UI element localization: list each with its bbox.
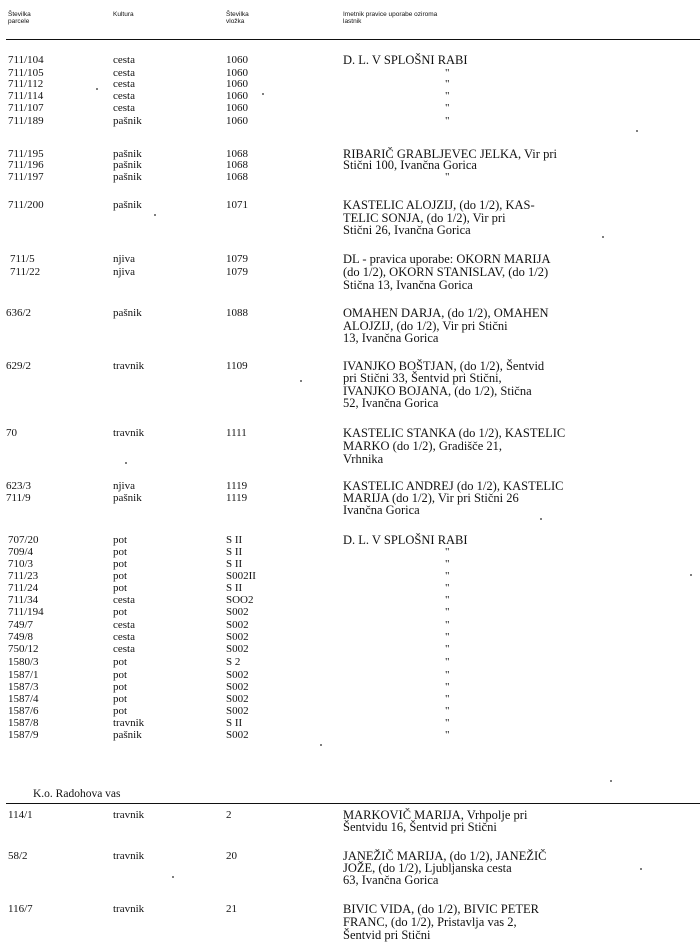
insert-number: 1068	[226, 159, 248, 171]
owner-text: "	[445, 570, 450, 582]
culture-type: pot	[113, 656, 128, 668]
owner-text: pri Stični 33, Šentvid pri Stični,	[343, 371, 502, 385]
culture-type: pašnik	[113, 148, 142, 160]
owner-text: IVANJKO BOŠTJAN, (do 1/2), Šentvid	[343, 359, 545, 373]
parcel-number: 711/194	[8, 606, 44, 618]
insert-number: 1060	[226, 90, 248, 102]
table-row	[0, 656, 700, 668]
table-row	[0, 717, 700, 729]
insert-number: S002	[226, 705, 249, 717]
table-row	[0, 307, 700, 319]
insert-number: 1079	[226, 253, 248, 265]
insert-number: S002	[226, 669, 249, 681]
insert-number: S002	[226, 681, 249, 693]
culture-type: pot	[113, 681, 128, 693]
parcel-number: 711/24	[8, 582, 39, 594]
owner-text: ALOJZIJ, (do 1/2), Vir pri Stični	[343, 319, 508, 333]
table-row	[0, 372, 700, 384]
insert-number: S II	[226, 558, 243, 570]
owner-text: FRANC, (do 1/2), Pristavlja vas 2,	[343, 915, 517, 929]
owner-text: MARKOVIČ MARIJA, Vrhpolje pri	[343, 808, 528, 822]
parcel-number: 116/7	[8, 903, 33, 915]
culture-type: njiva	[113, 253, 135, 265]
owner-text: "	[445, 90, 450, 102]
parcel-number: 711/22	[10, 266, 41, 278]
table-row	[0, 54, 700, 66]
insert-number: S002II	[226, 570, 256, 582]
owner-text: "	[445, 171, 450, 183]
scan-speck	[262, 93, 264, 95]
owner-text: "	[445, 669, 450, 681]
insert-number: 1068	[226, 148, 248, 160]
owner-text: "	[445, 78, 450, 90]
culture-type: pašnik	[113, 159, 142, 171]
owner-text: MARKO (do 1/2), Gradišče 21,	[343, 439, 503, 453]
scan-speck	[125, 462, 127, 464]
table-row	[0, 534, 700, 546]
owner-text: "	[445, 643, 450, 655]
owner-text: "	[445, 582, 450, 594]
table-row	[0, 224, 700, 236]
table-row	[0, 929, 700, 941]
culture-type: travnik	[113, 850, 145, 862]
table-row	[0, 821, 700, 833]
parcel-number: 629/2	[6, 360, 32, 372]
culture-type: cesta	[113, 78, 135, 90]
owner-text: Stična 13, Ivančna Gorica	[343, 278, 473, 292]
parcel-number: 707/20	[8, 534, 39, 546]
culture-type: cesta	[113, 594, 135, 606]
culture-type: pašnik	[113, 307, 142, 319]
insert-number: 1119	[226, 480, 248, 492]
parcel-number: 1587/1	[8, 669, 39, 681]
culture-type: travnik	[113, 809, 145, 821]
insert-number: SOO2	[226, 594, 254, 606]
scan-speck	[540, 518, 542, 520]
owner-text: "	[445, 67, 450, 79]
parcel-number: 1587/8	[8, 717, 39, 729]
culture-type: pot	[113, 558, 128, 570]
table-row	[0, 253, 700, 265]
scan-speck	[154, 214, 156, 216]
table-row	[0, 427, 700, 439]
owner-text: "	[445, 558, 450, 570]
table-row	[0, 643, 700, 655]
table-row	[0, 171, 700, 183]
table-row	[0, 504, 700, 516]
parcel-number: 114/1	[8, 809, 33, 821]
parcel-number: 749/7	[8, 619, 34, 631]
culture-type: pašnik	[113, 115, 142, 127]
insert-number: S II	[226, 534, 243, 546]
insert-number: 20	[226, 850, 237, 862]
owner-text: 13, Ivančna Gorica	[343, 331, 439, 345]
owner-text: D. L. V SPLOŠNI RABI	[343, 53, 468, 67]
owner-text: IVANJKO BOJANA, (do 1/2), Stična	[343, 384, 532, 398]
scan-speck	[320, 744, 322, 746]
table-row	[0, 903, 700, 915]
owner-text: DL - pravica uporabe: OKORN MARIJA	[343, 252, 551, 266]
parcel-number: 711/196	[8, 159, 44, 171]
culture-type: pot	[113, 534, 128, 546]
insert-number: S002	[226, 693, 249, 705]
header-owner: Imetnik pravice uporabe oziroma lastnik	[343, 11, 438, 25]
insert-number: S002	[226, 643, 249, 655]
culture-type: travnik	[113, 427, 145, 439]
table-row	[0, 102, 700, 114]
table-row	[0, 546, 700, 558]
owner-text: (do 1/2), OKORN STANISLAV, (do 1/2)	[343, 265, 549, 279]
culture-type: travnik	[113, 717, 145, 729]
scan-speck	[602, 236, 604, 238]
owner-text: OMAHEN DARJA, (do 1/2), OMAHEN	[343, 306, 549, 320]
owner-text: "	[445, 594, 450, 606]
owner-text: "	[445, 546, 450, 558]
insert-number: 1079	[226, 266, 248, 278]
header-parcel: Številka parcele	[8, 11, 31, 25]
culture-type: njiva	[113, 480, 135, 492]
table-row	[0, 669, 700, 681]
owner-text: "	[445, 705, 450, 717]
table-row	[0, 266, 700, 278]
parcel-number: 623/3	[6, 480, 32, 492]
owner-text: KASTELIC STANKA (do 1/2), KASTELIC	[343, 426, 566, 440]
scan-speck	[172, 876, 174, 878]
owner-text: "	[445, 115, 450, 127]
culture-type: pot	[113, 705, 128, 717]
scan-speck	[640, 868, 642, 870]
table-row	[0, 582, 700, 594]
table-row	[0, 705, 700, 717]
insert-number: S002	[226, 619, 249, 631]
owner-text: MARIJA (do 1/2), Vir pri Stični 26	[343, 491, 519, 505]
insert-number: S II	[226, 546, 243, 558]
owner-text: KASTELIC ALOJZIJ, (do 1/2), KAS-	[343, 198, 535, 212]
insert-number: 1060	[226, 67, 248, 79]
table-row	[0, 619, 700, 631]
parcel-number: 711/200	[8, 199, 44, 211]
table-row	[0, 631, 700, 643]
parcel-number: 711/195	[8, 148, 44, 160]
parcel-number: 711/9	[6, 492, 31, 504]
culture-type: travnik	[113, 903, 145, 915]
insert-number: 1119	[226, 492, 248, 504]
parcel-number: 711/112	[8, 78, 44, 90]
owner-text: "	[445, 631, 450, 643]
culture-type: cesta	[113, 54, 135, 66]
culture-type: pot	[113, 669, 128, 681]
culture-type: cesta	[113, 90, 135, 102]
table-row	[0, 115, 700, 127]
parcel-number: 1587/4	[8, 693, 39, 705]
insert-number: S II	[226, 582, 243, 594]
owner-text: 52, Ivančna Gorica	[343, 396, 439, 410]
owner-text: JOŽE, (do 1/2), Ljubljanska cesta	[343, 861, 512, 875]
insert-number: S002	[226, 606, 249, 618]
table-row	[0, 570, 700, 582]
culture-type: pot	[113, 546, 128, 558]
section-title: K.o. Radohova vas	[33, 788, 121, 800]
insert-number: 1071	[226, 199, 248, 211]
insert-number: 1060	[226, 78, 248, 90]
owner-text: BIVIC VIDA, (do 1/2), BIVIC PETER	[343, 902, 539, 916]
scan-speck	[610, 780, 612, 782]
parcel-number: 709/4	[8, 546, 34, 558]
table-row	[0, 453, 700, 465]
insert-number: 21	[226, 903, 237, 915]
table-row	[0, 594, 700, 606]
insert-number: S002	[226, 631, 249, 643]
culture-type: travnik	[113, 360, 145, 372]
owner-text: "	[445, 606, 450, 618]
owner-text: Ivančna Gorica	[343, 503, 420, 517]
table-row	[0, 332, 700, 344]
table-row	[0, 874, 700, 886]
insert-number: 1109	[226, 360, 248, 372]
table-row	[0, 693, 700, 705]
culture-type: pašnik	[113, 199, 142, 211]
owner-text: "	[445, 619, 450, 631]
parcel-number: 711/105	[8, 67, 44, 79]
culture-type: pot	[113, 582, 128, 594]
scan-speck	[636, 130, 638, 132]
header-culture: Kultura	[113, 11, 134, 18]
owner-text: KASTELIC ANDREJ (do 1/2), KASTELIC	[343, 479, 564, 493]
owner-text: RIBARIČ GRABLJEVEC JELKA, Vir pri	[343, 147, 557, 161]
culture-type: pot	[113, 606, 128, 618]
insert-number: 1068	[226, 171, 248, 183]
insert-number: S II	[226, 717, 243, 729]
parcel-number: 711/189	[8, 115, 44, 127]
parcel-number: 711/107	[8, 102, 44, 114]
culture-type: cesta	[113, 619, 135, 631]
insert-number: 1111	[226, 427, 247, 439]
parcel-number: 749/8	[8, 631, 34, 643]
insert-number: S002	[226, 729, 249, 741]
insert-number: 1060	[226, 54, 248, 66]
parcel-number: 1580/3	[8, 656, 39, 668]
table-row	[0, 558, 700, 570]
parcel-number: 711/23	[8, 570, 39, 582]
table-row	[0, 78, 700, 90]
culture-type: njiva	[113, 266, 135, 278]
insert-number: S 2	[226, 656, 241, 668]
parcel-number: 58/2	[8, 850, 28, 862]
owner-text: Stični 100, Ivančna Gorica	[343, 158, 477, 172]
owner-text: JANEŽIČ MARIJA, (do 1/2), JANEŽIČ	[343, 849, 547, 863]
table-row	[0, 397, 700, 409]
owner-text: "	[445, 693, 450, 705]
table-row	[0, 729, 700, 741]
insert-number: 2	[226, 809, 232, 821]
parcel-number: 711/34	[8, 594, 39, 606]
owner-text: Vrhnika	[343, 452, 384, 466]
scan-speck	[96, 88, 98, 90]
culture-type: pašnik	[113, 171, 142, 183]
culture-type: pot	[113, 570, 128, 582]
table-row	[0, 159, 700, 171]
parcel-number: 711/5	[10, 253, 35, 265]
table-row	[0, 606, 700, 618]
table-row	[0, 681, 700, 693]
section-divider	[6, 803, 700, 804]
owner-text: "	[445, 656, 450, 668]
owner-text: Šentvidu 16, Šentvid pri Stični	[343, 820, 497, 834]
owner-text: Stični 26, Ivančna Gorica	[343, 223, 471, 237]
parcel-number: 1587/3	[8, 681, 39, 693]
insert-number: 1060	[226, 102, 248, 114]
parcel-number: 711/104	[8, 54, 44, 66]
culture-type: cesta	[113, 67, 135, 79]
culture-type: pašnik	[113, 729, 142, 741]
parcel-number: 1587/6	[8, 705, 39, 717]
insert-number: 1060	[226, 115, 248, 127]
insert-number: 1088	[226, 307, 248, 319]
table-row	[0, 199, 700, 211]
owner-text: D. L. V SPLOŠNI RABI	[343, 533, 468, 547]
scan-speck	[300, 380, 302, 382]
parcel-number: 70	[6, 427, 17, 439]
table-row	[0, 90, 700, 102]
table-row	[0, 916, 700, 928]
parcel-number: 636/2	[6, 307, 32, 319]
parcel-number: 1587/9	[8, 729, 39, 741]
owner-text: "	[445, 729, 450, 741]
culture-type: pot	[113, 693, 128, 705]
scan-speck	[690, 574, 692, 576]
owner-text: "	[445, 717, 450, 729]
parcel-number: 711/197	[8, 171, 44, 183]
parcel-number: 710/3	[8, 558, 34, 570]
parcel-number: 750/12	[8, 643, 39, 655]
owner-text: "	[445, 681, 450, 693]
culture-type: pašnik	[113, 492, 142, 504]
table-row	[0, 440, 700, 452]
parcel-number: 711/114	[8, 90, 44, 102]
culture-type: cesta	[113, 643, 135, 655]
owner-text: "	[445, 102, 450, 114]
owner-text: TELIC SONJA, (do 1/2), Vir pri	[343, 211, 506, 225]
culture-type: cesta	[113, 102, 135, 114]
table-row	[0, 279, 700, 291]
owner-text: 63, Ivančna Gorica	[343, 873, 439, 887]
culture-type: cesta	[113, 631, 135, 643]
header-insert: Številka vložka	[226, 11, 249, 25]
owner-text: Šentvid pri Stični	[343, 928, 431, 942]
